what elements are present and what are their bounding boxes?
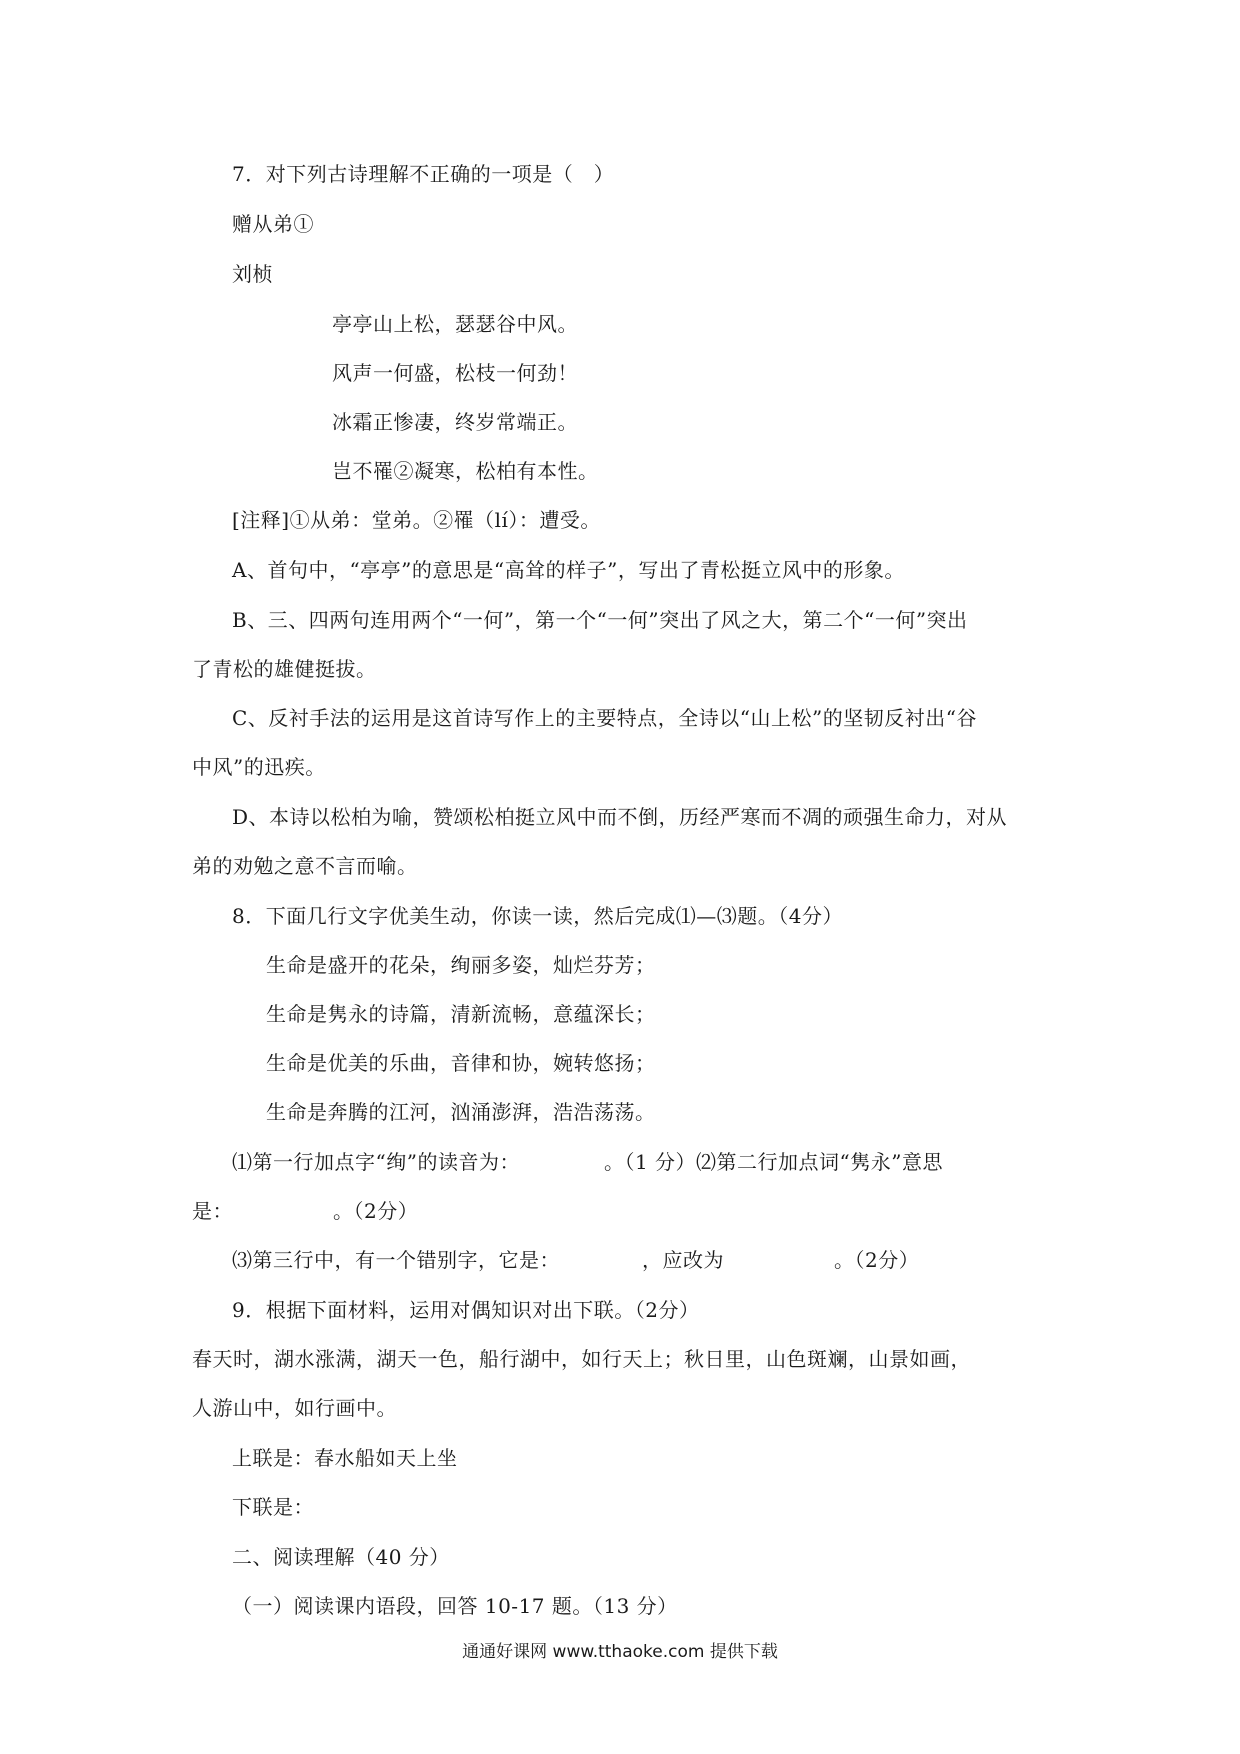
option-c: C、反衬手法的运用是这首诗写作上的主要特点，全诗以“山上松”的坚韧反衬出“谷 bbox=[232, 706, 977, 730]
poem-line: 冰霜正惨凄，终岁常端正。 bbox=[332, 410, 578, 434]
option-a: A、首句中，“亭亭”的意思是“高耸的样子”，写出了青松挺立风中的形象。 bbox=[232, 558, 905, 582]
q8-sub3-text: ⑶第三行中，有一个错别字，它是： bbox=[232, 1248, 560, 1272]
q8-line: 生命是奔腾的江河，汹涌澎湃，浩浩荡荡。 bbox=[266, 1100, 656, 1124]
q8-line: 生命是优美的乐曲，音律和协，婉转悠扬； bbox=[266, 1051, 656, 1075]
q9-lower-couplet: 下联是： bbox=[232, 1495, 314, 1519]
option-c-cont: 中风”的迅疾。 bbox=[192, 755, 326, 779]
poem-line: 岂不罹②凝寒，松柏有本性。 bbox=[332, 459, 599, 483]
q9-upper-couplet: 上联是：春水船如天上坐 bbox=[232, 1446, 458, 1470]
q8-sub3-text-c: 。（2分） bbox=[834, 1248, 920, 1272]
q8-line: 生命是隽永的诗篇，清新流畅，意蕴深长； bbox=[266, 1002, 656, 1026]
q8-sub3-text-b: ，应改为 bbox=[642, 1248, 724, 1272]
poem-note: [注释]①从弟：堂弟。②罹（lí）：遭受。 bbox=[232, 508, 601, 532]
poem-line: 亭亭山上松，瑟瑟谷中风。 bbox=[332, 312, 578, 336]
poem-line: 风声一何盛，松枝一何劲！ bbox=[332, 361, 578, 385]
option-d-cont: 弟的劝勉之意不言而喻。 bbox=[192, 854, 418, 878]
q8-sub2-text-b: 。（2分） bbox=[333, 1199, 419, 1223]
poem-author: 刘桢 bbox=[232, 262, 273, 286]
q8-sub1-text-b: 。（1 分）⑵第二行加点词“隽永”意思 bbox=[603, 1150, 943, 1174]
q8-stem: 8．下面几行文字优美生动，你读一读，然后完成⑴—⑶题。（4分） bbox=[232, 904, 843, 928]
option-b-cont: 了青松的雄健挺拔。 bbox=[192, 657, 377, 681]
q8-sub1 bbox=[232, 1148, 943, 1176]
q7-stem: 7．对下列古诗理解不正确的一项是（ ） bbox=[232, 162, 615, 186]
option-d: D、本诗以松柏为喻，赞颂松柏挺立风中而不倒，历经严寒而不凋的顽强生命力，对从 bbox=[232, 805, 1008, 829]
section-subtitle: （一）阅读课内语段，回答 10-17 题。（13 分） bbox=[232, 1594, 678, 1618]
section-title: 二、阅读理解（40 分） bbox=[232, 1545, 450, 1569]
q9-stem: 9．根据下面材料，运用对偶知识对出下联。（2分） bbox=[232, 1298, 700, 1322]
q8-line: 生命是盛开的花朵，绚丽多姿，灿烂芬芳； bbox=[266, 953, 656, 977]
option-b: B、三、四两句连用两个“一何”，第一个“一何”突出了风之大，第二个“一何”突出 bbox=[232, 608, 968, 632]
q8-sub3 bbox=[232, 1246, 919, 1274]
q8-sub1-text: ⑴第一行加点字“绚”的读音为： bbox=[232, 1150, 520, 1174]
q9-material-cont: 人游山中，如行画中。 bbox=[192, 1396, 397, 1420]
q8-sub2 bbox=[192, 1197, 418, 1225]
footer-text: 通通好课网 www.tthaoke.com 提供下载 bbox=[462, 1642, 778, 1662]
q8-sub2-text: 是： bbox=[192, 1199, 233, 1223]
poem-title: 赠从弟① bbox=[232, 212, 314, 236]
q9-material: 春天时，湖水涨满，湖天一色，船行湖中，如行天上；秋日里，山色斑斓，山景如画， bbox=[192, 1347, 971, 1371]
